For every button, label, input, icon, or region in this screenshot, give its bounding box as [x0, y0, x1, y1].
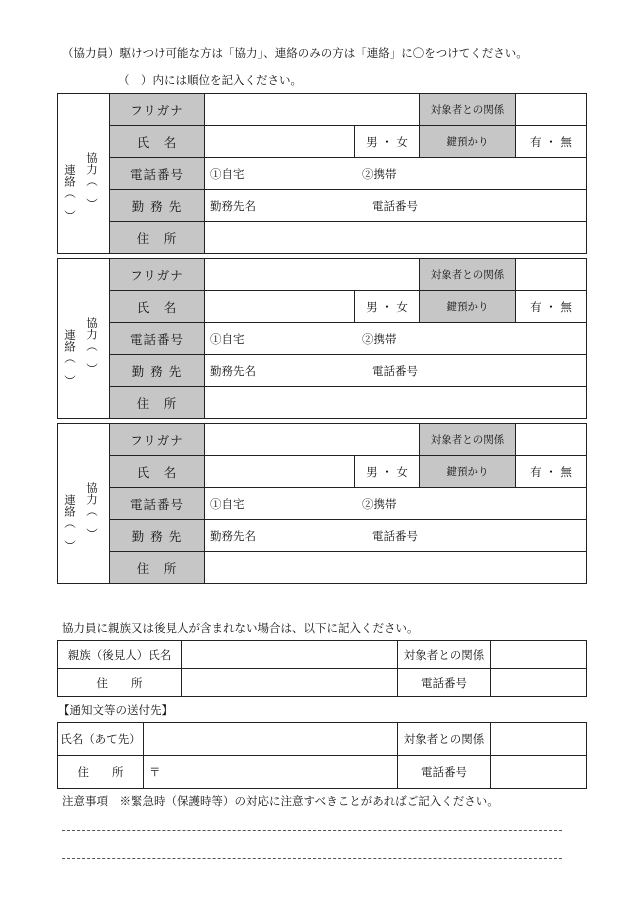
- notice-address-field[interactable]: [144, 756, 398, 789]
- relative-phone-label: 電話番号: [398, 669, 491, 697]
- relation-label: 対象者との関係: [420, 259, 516, 291]
- relative-name-field[interactable]: [182, 641, 398, 669]
- relative-name-label: 親族（後見人）氏名: [58, 641, 182, 669]
- furigana-field[interactable]: [205, 94, 420, 126]
- home-phone-label: ①自宅: [210, 497, 245, 511]
- key-label: 鍵預かり: [420, 126, 516, 158]
- workplace-field[interactable]: [205, 355, 587, 387]
- phone-label: 電話番号: [110, 323, 205, 355]
- work-phone-label: 電話番号: [372, 199, 418, 213]
- phone-field[interactable]: [205, 158, 587, 190]
- notice-phone-field[interactable]: [491, 756, 587, 789]
- phone-field[interactable]: [205, 488, 587, 520]
- furigana-field[interactable]: [205, 259, 420, 291]
- caution-line-2[interactable]: [62, 858, 562, 859]
- key-label: 鍵預かり: [420, 456, 516, 488]
- workplace-label: 勤 務 先: [110, 520, 205, 552]
- member-rank-cell[interactable]: [58, 94, 110, 254]
- work-phone-label: 電話番号: [372, 529, 418, 543]
- gender-choice[interactable]: 男 ・ 女: [355, 456, 420, 488]
- postal-mark: 〒: [149, 765, 161, 779]
- notice-relation-label: 対象者との関係: [398, 723, 491, 756]
- name-label: 氏 名: [110, 126, 205, 158]
- instruction-line-2: （ ）内には順位を記入ください。: [118, 73, 302, 87]
- workplace-field[interactable]: [205, 190, 587, 222]
- notice-name-field[interactable]: [144, 723, 398, 756]
- member-rank-cell[interactable]: [58, 424, 110, 584]
- name-label: 氏 名: [110, 456, 205, 488]
- notice-table: [57, 722, 587, 789]
- furigana-label: フリガナ: [110, 259, 205, 291]
- workplace-name-label: 勤務先名: [210, 529, 256, 543]
- kyoryoku-label: 協力（ ）: [85, 482, 99, 540]
- key-choice[interactable]: 有 ・ 無: [516, 456, 587, 488]
- relative-address-field[interactable]: [182, 669, 398, 697]
- caution-line-1[interactable]: [62, 830, 562, 831]
- workplace-name-label: 勤務先名: [210, 364, 256, 378]
- renraku-label: 連絡（ ）: [63, 164, 77, 222]
- kyoryoku-label: 協力（ ）: [85, 317, 99, 375]
- home-phone-label: ①自宅: [210, 167, 245, 181]
- address-field[interactable]: [205, 387, 587, 419]
- notice-relation-field[interactable]: [491, 723, 587, 756]
- address-label: 住 所: [110, 552, 205, 584]
- member-table: [57, 93, 587, 254]
- name-label: 氏 名: [110, 291, 205, 323]
- relative-relation-field[interactable]: [491, 641, 587, 669]
- mobile-phone-label: ②携帯: [362, 497, 397, 511]
- address-label: 住 所: [110, 222, 205, 254]
- address-label: 住 所: [110, 387, 205, 419]
- relatives-intro: 協力員に親族又は後見人が含まれない場合は、以下に記入ください。: [62, 621, 419, 635]
- notice-address-label: 住 所: [58, 756, 144, 789]
- name-field[interactable]: [205, 126, 355, 158]
- work-phone-label: 電話番号: [372, 364, 418, 378]
- member-table: [57, 258, 587, 419]
- renraku-label: 連絡（ ）: [63, 329, 77, 387]
- workplace-name-label: 勤務先名: [210, 199, 256, 213]
- notice-name-label: 氏名（あて先）: [58, 723, 144, 756]
- workplace-label: 勤 務 先: [110, 190, 205, 222]
- workplace-field[interactable]: [205, 520, 587, 552]
- relative-address-label: 住 所: [58, 669, 182, 697]
- mobile-phone-label: ②携帯: [362, 167, 397, 181]
- relation-field[interactable]: [516, 94, 587, 126]
- relation-field[interactable]: [516, 424, 587, 456]
- renraku-label: 連絡（ ）: [63, 494, 77, 552]
- furigana-label: フリガナ: [110, 94, 205, 126]
- name-field[interactable]: [205, 291, 355, 323]
- notice-title: 【通知文等の送付先】: [58, 703, 173, 717]
- mobile-phone-label: ②携帯: [362, 332, 397, 346]
- phone-field[interactable]: [205, 323, 587, 355]
- address-field[interactable]: [205, 222, 587, 254]
- relation-label: 対象者との関係: [420, 94, 516, 126]
- address-field[interactable]: [205, 552, 587, 584]
- kyoryoku-label: 協力（ ）: [85, 152, 99, 210]
- furigana-label: フリガナ: [110, 424, 205, 456]
- key-label: 鍵預かり: [420, 291, 516, 323]
- member-table: [57, 423, 587, 584]
- member-rank-cell[interactable]: [58, 259, 110, 419]
- caution-text: 注意事項 ※緊急時（保護時等）の対応に注意すべきことがあればご記入ください。: [62, 794, 499, 808]
- relatives-table: [57, 640, 587, 697]
- key-choice[interactable]: 有 ・ 無: [516, 126, 587, 158]
- key-choice[interactable]: 有 ・ 無: [516, 291, 587, 323]
- notice-phone-label: 電話番号: [398, 756, 491, 789]
- relative-relation-label: 対象者との関係: [398, 641, 491, 669]
- gender-choice[interactable]: 男 ・ 女: [355, 126, 420, 158]
- instruction-line-1: （協力員）駆けつけ可能な方は「協力」、連絡のみの方は「連絡」に〇をつけてください。: [62, 46, 528, 60]
- phone-label: 電話番号: [110, 158, 205, 190]
- gender-choice[interactable]: 男 ・ 女: [355, 291, 420, 323]
- relation-field[interactable]: [516, 259, 587, 291]
- relative-phone-field[interactable]: [491, 669, 587, 697]
- relation-label: 対象者との関係: [420, 424, 516, 456]
- phone-label: 電話番号: [110, 488, 205, 520]
- name-field[interactable]: [205, 456, 355, 488]
- home-phone-label: ①自宅: [210, 332, 245, 346]
- furigana-field[interactable]: [205, 424, 420, 456]
- workplace-label: 勤 務 先: [110, 355, 205, 387]
